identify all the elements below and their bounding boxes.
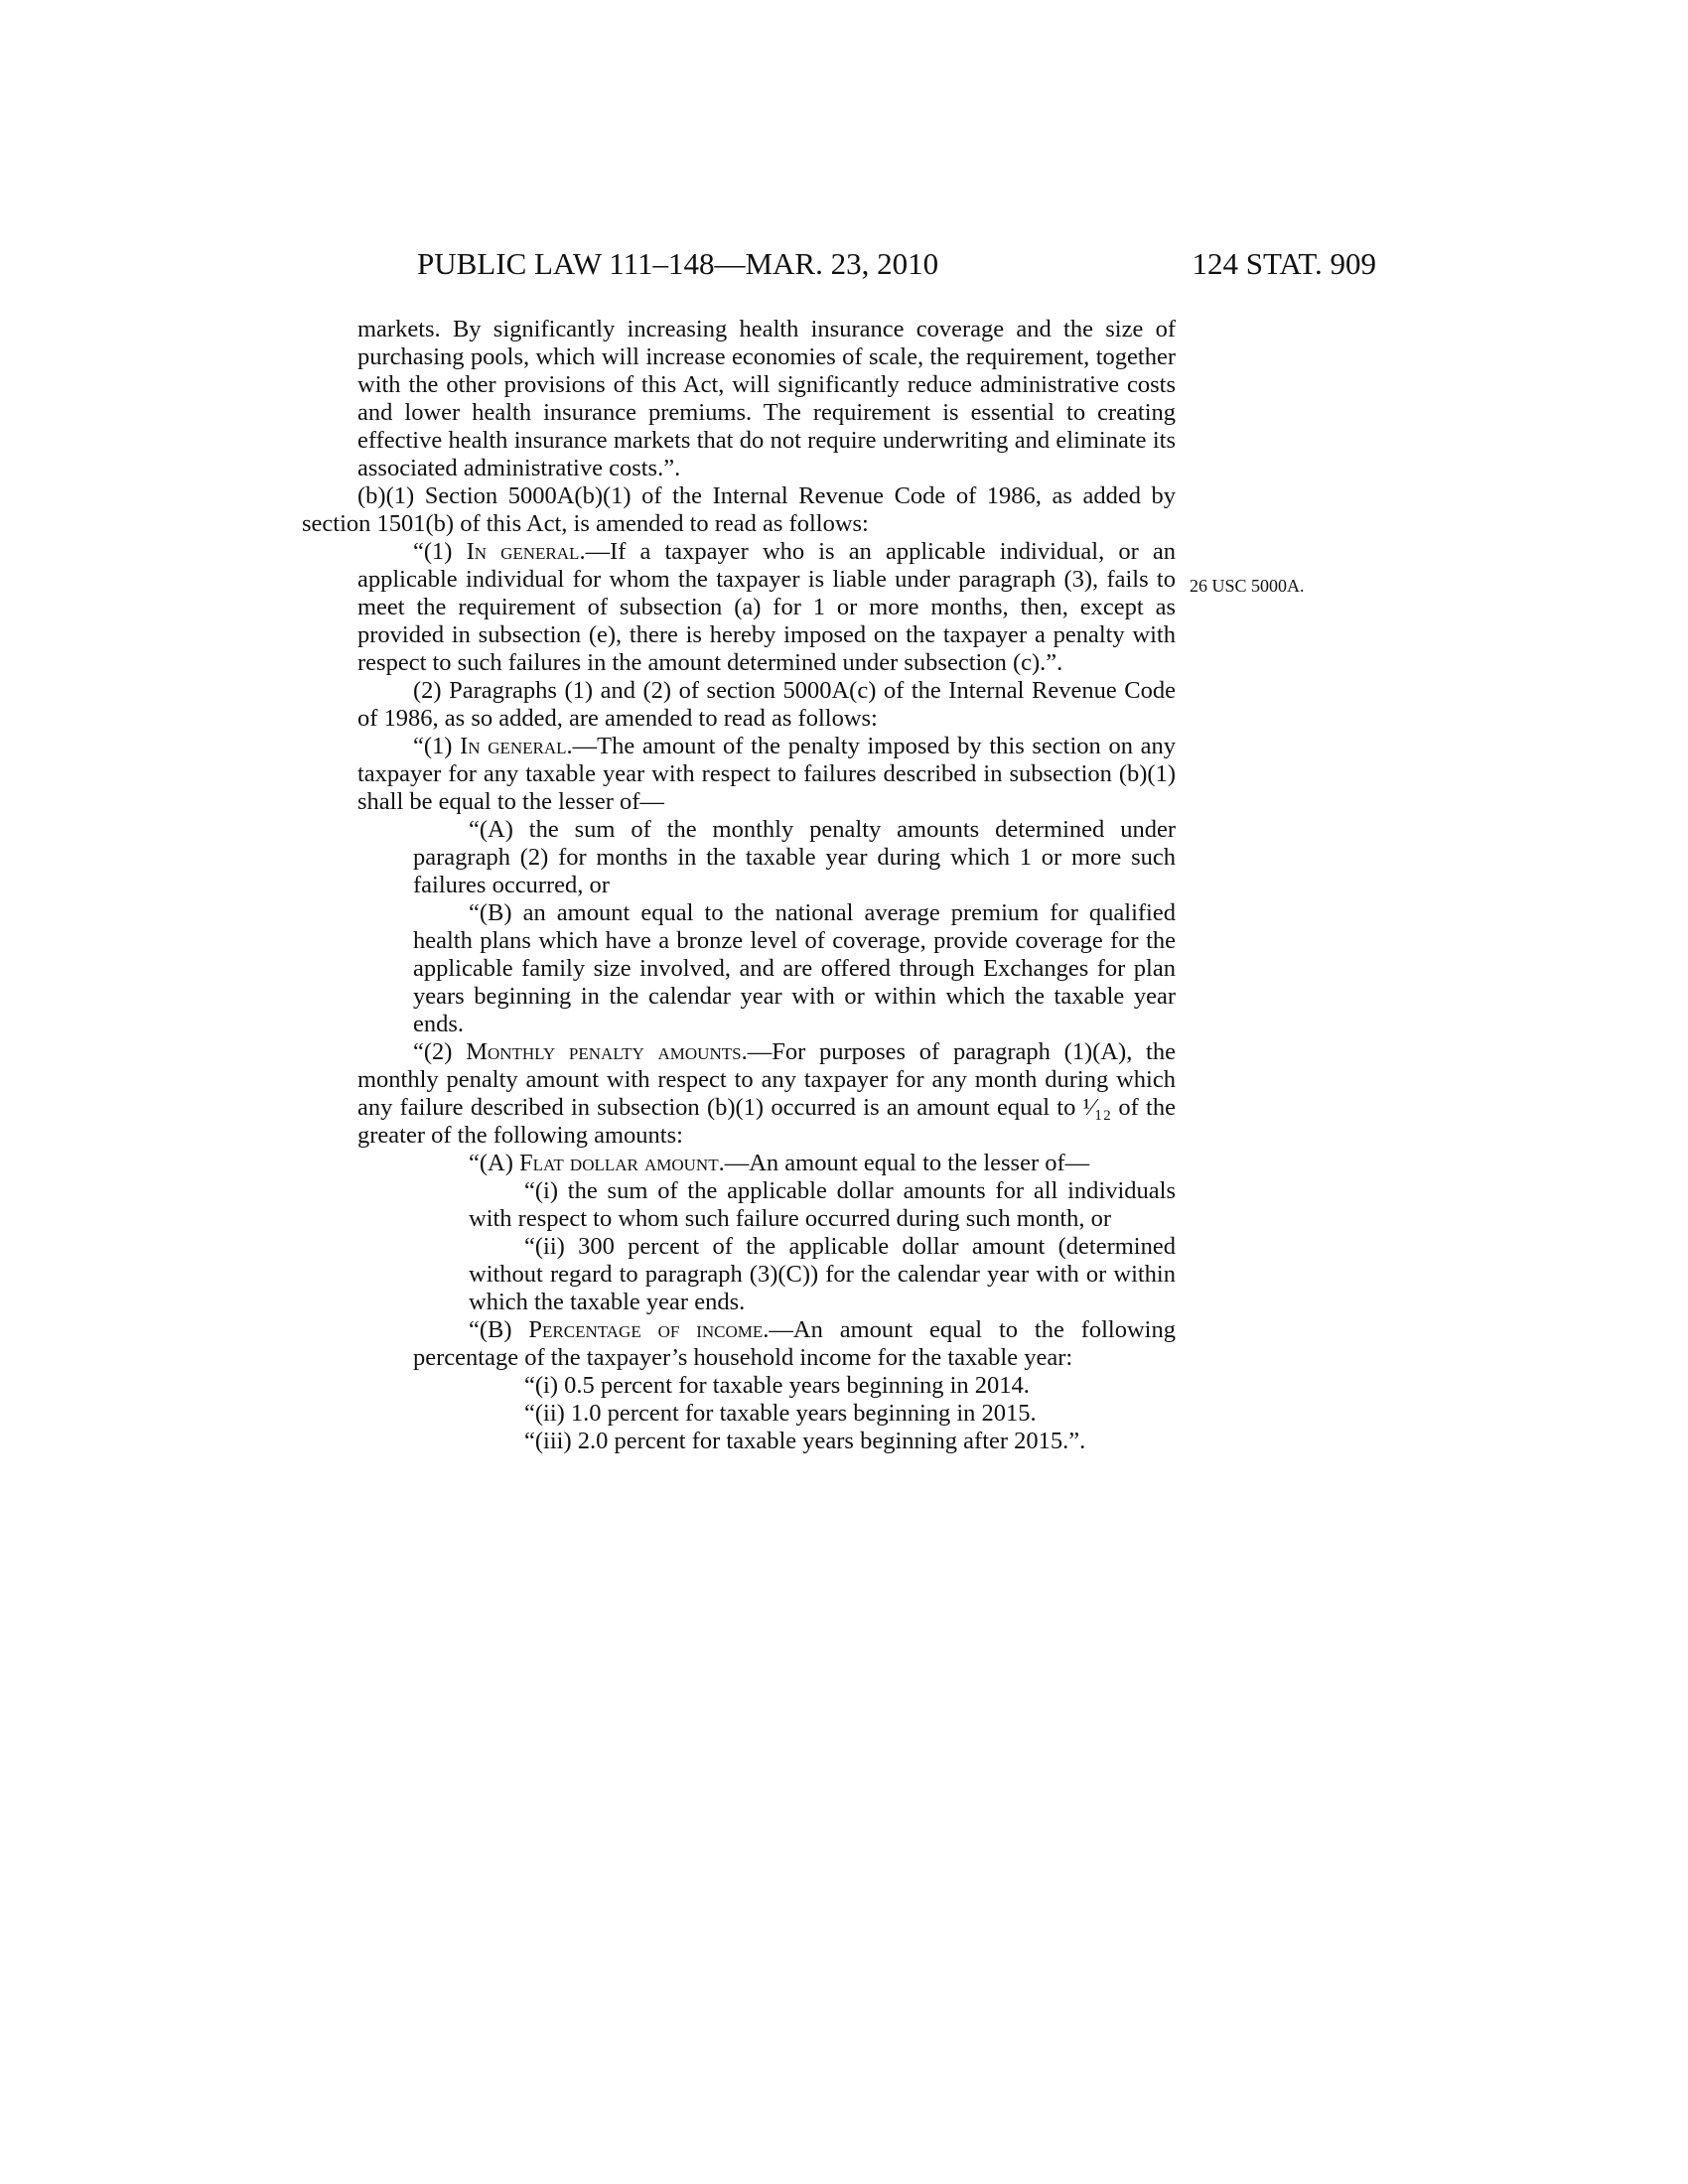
paragraph-2-amendment: (2) Paragraphs (1) and (2) of section 5000A(c) of the Internal Revenue Code of 1986, as so added, are amended to read as follows:	[357, 677, 1176, 732]
paragraph-c2-a-i: “(i) the sum of the applicable dollar amounts for all individuals with respect to whom such failure occurred during such month, or	[469, 1177, 1176, 1232]
paragraph-text: .—The amount of the penalty imposed by this section on any taxpayer for any taxable year with respect to failures described in subsection (b)(1) shall be equal to the lesser of—	[357, 733, 1176, 815]
body-text	[302, 316, 1176, 1455]
paragraph-c1-in-general	[357, 733, 1176, 816]
paragraph-c2-a-ii: “(ii) 300 percent of the applicable dollar amount (determined without regard to paragraph (3)(C)) for the calendar year with or within which the taxable year ends.	[469, 1233, 1176, 1315]
paragraph-text: .—For purposes of paragraph (1)(A), the monthly penalty amount with respect to any taxpayer for any month during which any failure described in subsection (b)(1) occurred is an amount equal to ¹⁄₁₂ of the greater of the following amounts:	[357, 1038, 1176, 1149]
paragraph-markets: markets. By significantly increasing health insurance coverage and the size of purchasing pools, which will increase economies of scale, the requirement, together with the other provisions of this Act, will significantly reduce administrative costs and lower health insurance premiums. The requirement is essential to creating effective health insurance markets that do not require underwriting and eliminate its associated administrative costs.”.	[357, 316, 1176, 481]
running-head: PUBLIC LAW 111–148—MAR. 23, 2010	[417, 246, 939, 281]
section-heading: In general	[460, 733, 567, 759]
paragraph-c2-a-flat	[413, 1150, 1176, 1177]
paragraph-text: .—An amount equal to the lesser of—	[718, 1150, 1090, 1176]
section-heading: Percentage of income	[528, 1316, 764, 1343]
paragraph-c2-b-iii: “(iii) 2.0 percent for taxable years beginning after 2015.”.	[524, 1428, 1086, 1454]
enum-lead: “(1)	[413, 733, 461, 759]
paragraph-c1-b: “(B) an amount equal to the national average premium for qualified health plans which have a bronze level of coverage, provide coverage for the applicable family size involved, and are offered through Exchanges for plan years beginning in the calendar year with or within which the taxable year ends.	[413, 899, 1176, 1037]
enum-lead: “(A)	[469, 1150, 520, 1176]
paragraph-c2-b-i: “(i) 0.5 percent for taxable years beginning in 2014.	[524, 1372, 1030, 1399]
paragraph-c2-b-ii: “(ii) 1.0 percent for taxable years beginning in 2015.	[524, 1400, 1037, 1427]
paragraph-b1-in-general	[357, 538, 1176, 677]
paragraph-c2-b-percentage	[413, 1316, 1176, 1372]
paragraph-text: .—If a taxpayer who is an applicable individual, or an applicable individual for whom the taxpayer is liable under paragraph (3), fails to meet the requirement of subsection (a) for 1 or more months, then, except as provided in subsection (e), there is hereby imposed on the taxpayer a penalty with respect to such failures in the amount determined under subsection (c).”.	[357, 538, 1176, 676]
enum-lead: “(2)	[413, 1038, 467, 1065]
paragraph-c2-monthly	[357, 1038, 1176, 1150]
section-heading: Flat dollar amount	[519, 1150, 719, 1176]
page-header	[417, 244, 1376, 284]
paragraph-c1-a: “(A) the sum of the monthly penalty amounts determined under paragraph (2) for months in the taxable year during which 1 or more such failures occurred, or	[413, 816, 1176, 898]
enum-lead: “(B)	[469, 1316, 529, 1343]
enum-lead: “(1)	[413, 538, 467, 565]
paragraph-b1: (b)(1) Section 5000A(b)(1) of the Internal Revenue Code of 1986, as added by section 1501(b) of this Act, is amended to read as follows:	[302, 482, 1176, 537]
margin-citation: 26 USC 5000A.	[1190, 576, 1305, 596]
paragraph-text: .—An amount equal to the following percentage of the taxpayer’s household income for the taxable year:	[413, 1316, 1176, 1371]
section-heading: In general	[466, 538, 580, 565]
section-heading: Monthly penalty amounts	[466, 1038, 742, 1065]
page-number: 124 STAT. 909	[1192, 246, 1376, 281]
